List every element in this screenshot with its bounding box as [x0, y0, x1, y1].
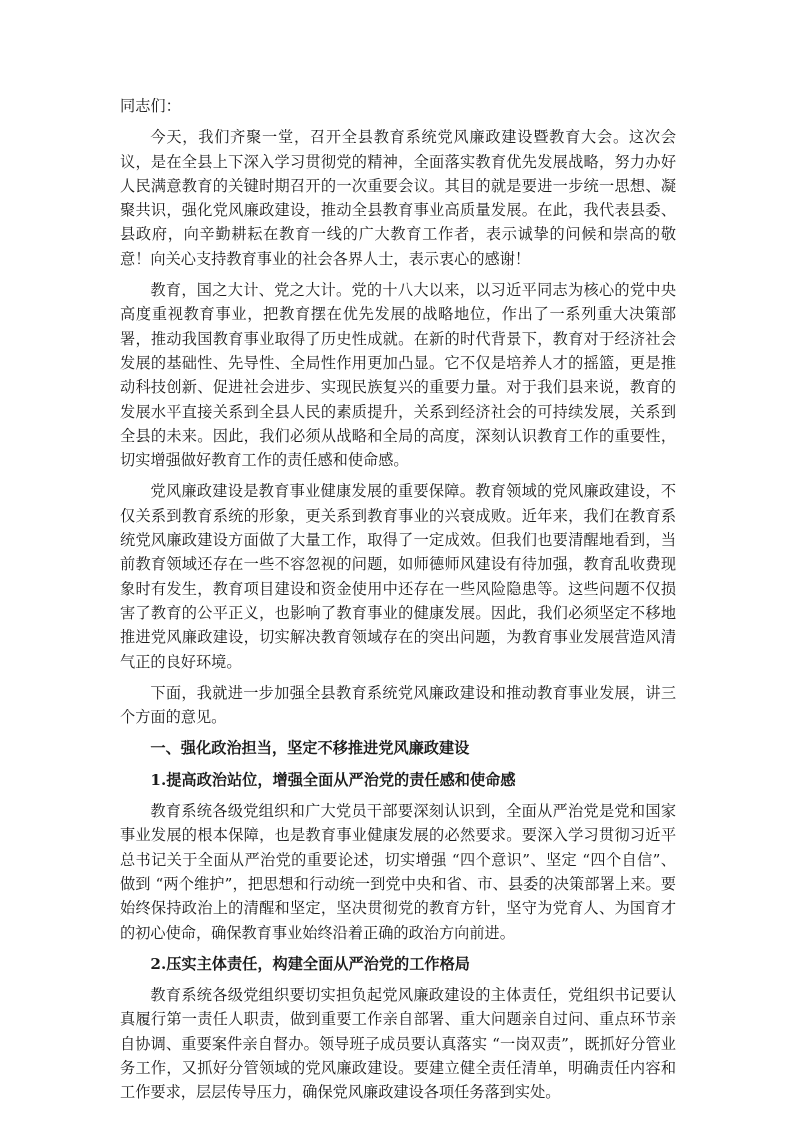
document-page: [120, 94, 676, 1112]
paragraph-education-importance: 教育，国之大计、党之大计。党的十八大以来，以习近平同志为核心的党中央高度重视教育事业，把教育摆在优先发展的战略地位，作出了一系列重大决策部署，推动我国教育事业取得了历史性成就。在新的时代背景下，教育对于经济社会发展的基础性、先导性、全局性作用更加凸显。它不仅是培养人才的摇篮，更是推动科技创新、促进社会进步、实现民族复兴的重要力量。对于我们县来说，教育的发展水平直接关系到全县人民的素质提升，关系到经济社会的可持续发展，关系到全县的未来。因此，我们必须从战略和全局的高度，深刻认识教育工作的重要性，切实增强做好教育工作的责任感和使命感。: [120, 281, 676, 470]
paragraph-integrity-guarantee: 党风廉政建设是教育事业健康发展的重要保障。教育领域的党风廉政建设，不仅关系到教育系统的形象，更关系到教育事业的兴衰成败。近年来，我们在教育系统党风廉政建设方面做了大量工作，取得了一定成效。但我们也要清醒地看到，当前教育领域还存在一些不容忽视的问题，如师德师风建设有待加强，教育乱收费现象时有发生，教育项目建设和资金使用中还存在一些风险隐患等。这些问题不仅损害了教育的公平正义，也影响了教育事业的健康发展。因此，我们必须坚定不移地推进党风廉政建设，切实解决教育领域存在的突出问题，为教育事业发展营造风清气正的良好环境。: [120, 482, 676, 671]
greeting: 同志们：: [120, 97, 181, 115]
subsection-text-1-2: 教育系统各级党组织要切实担负起党风廉政建设的主体责任，党组织书记要认真履行第一责任人职责，做到重要工作亲自部署、重大问题亲自过问、重点环节亲自协调、重要案件亲自督办。领导班子成员要认真落实 “一岗双责”，既抓好分管业务工作，又抓好分管领域的党风廉政建设。要建立健全责任清单，明确责任内容和工作要求，层层传导压力，确保党风廉政建设各项任务落到实处。: [120, 986, 676, 1102]
subsection-text-1-1: 教育系统各级党组织和广大党员干部要深刻认识到，全面从严治党是党和国家事业发展的根本保障，也是教育事业健康发展的必然要求。要深入学习贯彻习近平总书记关于全面从严治党的重要论述，切实增强 “四个意识”、坚定 “四个自信”、做到 “两个维护”，把思想和行动统一到党中央和省、市、县委的决策部署上来。要始终保持政治上的清醒和坚定，坚决贯彻党的教育方针，坚守为党育人、为国育才的初心使命，确保教育事业始终沿着正确的政治方向前进。: [120, 802, 676, 942]
subsection-heading-1-1: 1.提高政治站位，增强全面从严治党的责任感和使命感: [150, 770, 516, 789]
paragraph-outline: 下面，我就进一步加强全县教育系统党风廉政建设和推动教育事业发展，讲三个方面的意见。: [120, 683, 676, 727]
section-heading-1: 一、强化政治担当，坚定不移推进党风廉政建设: [150, 739, 470, 758]
subsection-heading-1-2: 2.压实主体责任，构建全面从严治党的工作格局: [150, 954, 470, 973]
paragraph-opening: 今天，我们齐聚一堂，召开全县教育系统党风廉政建设暨教育大会。这次会议，是在全县上下深入学习贯彻党的精神，全面落实教育优先发展战略，努力办好人民满意教育的关键时期召开的一次重要会议。其目的就是要进一步统一思想、凝聚共识，强化党风廉政建设，推动全县教育事业高质量发展。在此，我代表县委、县政府，向辛勤耕耘在教育一线的广大教育工作者，表示诚挚的问候和崇高的敬意！向关心支持教育事业的社会各界人士，表示衷心的感谢！: [120, 128, 676, 268]
